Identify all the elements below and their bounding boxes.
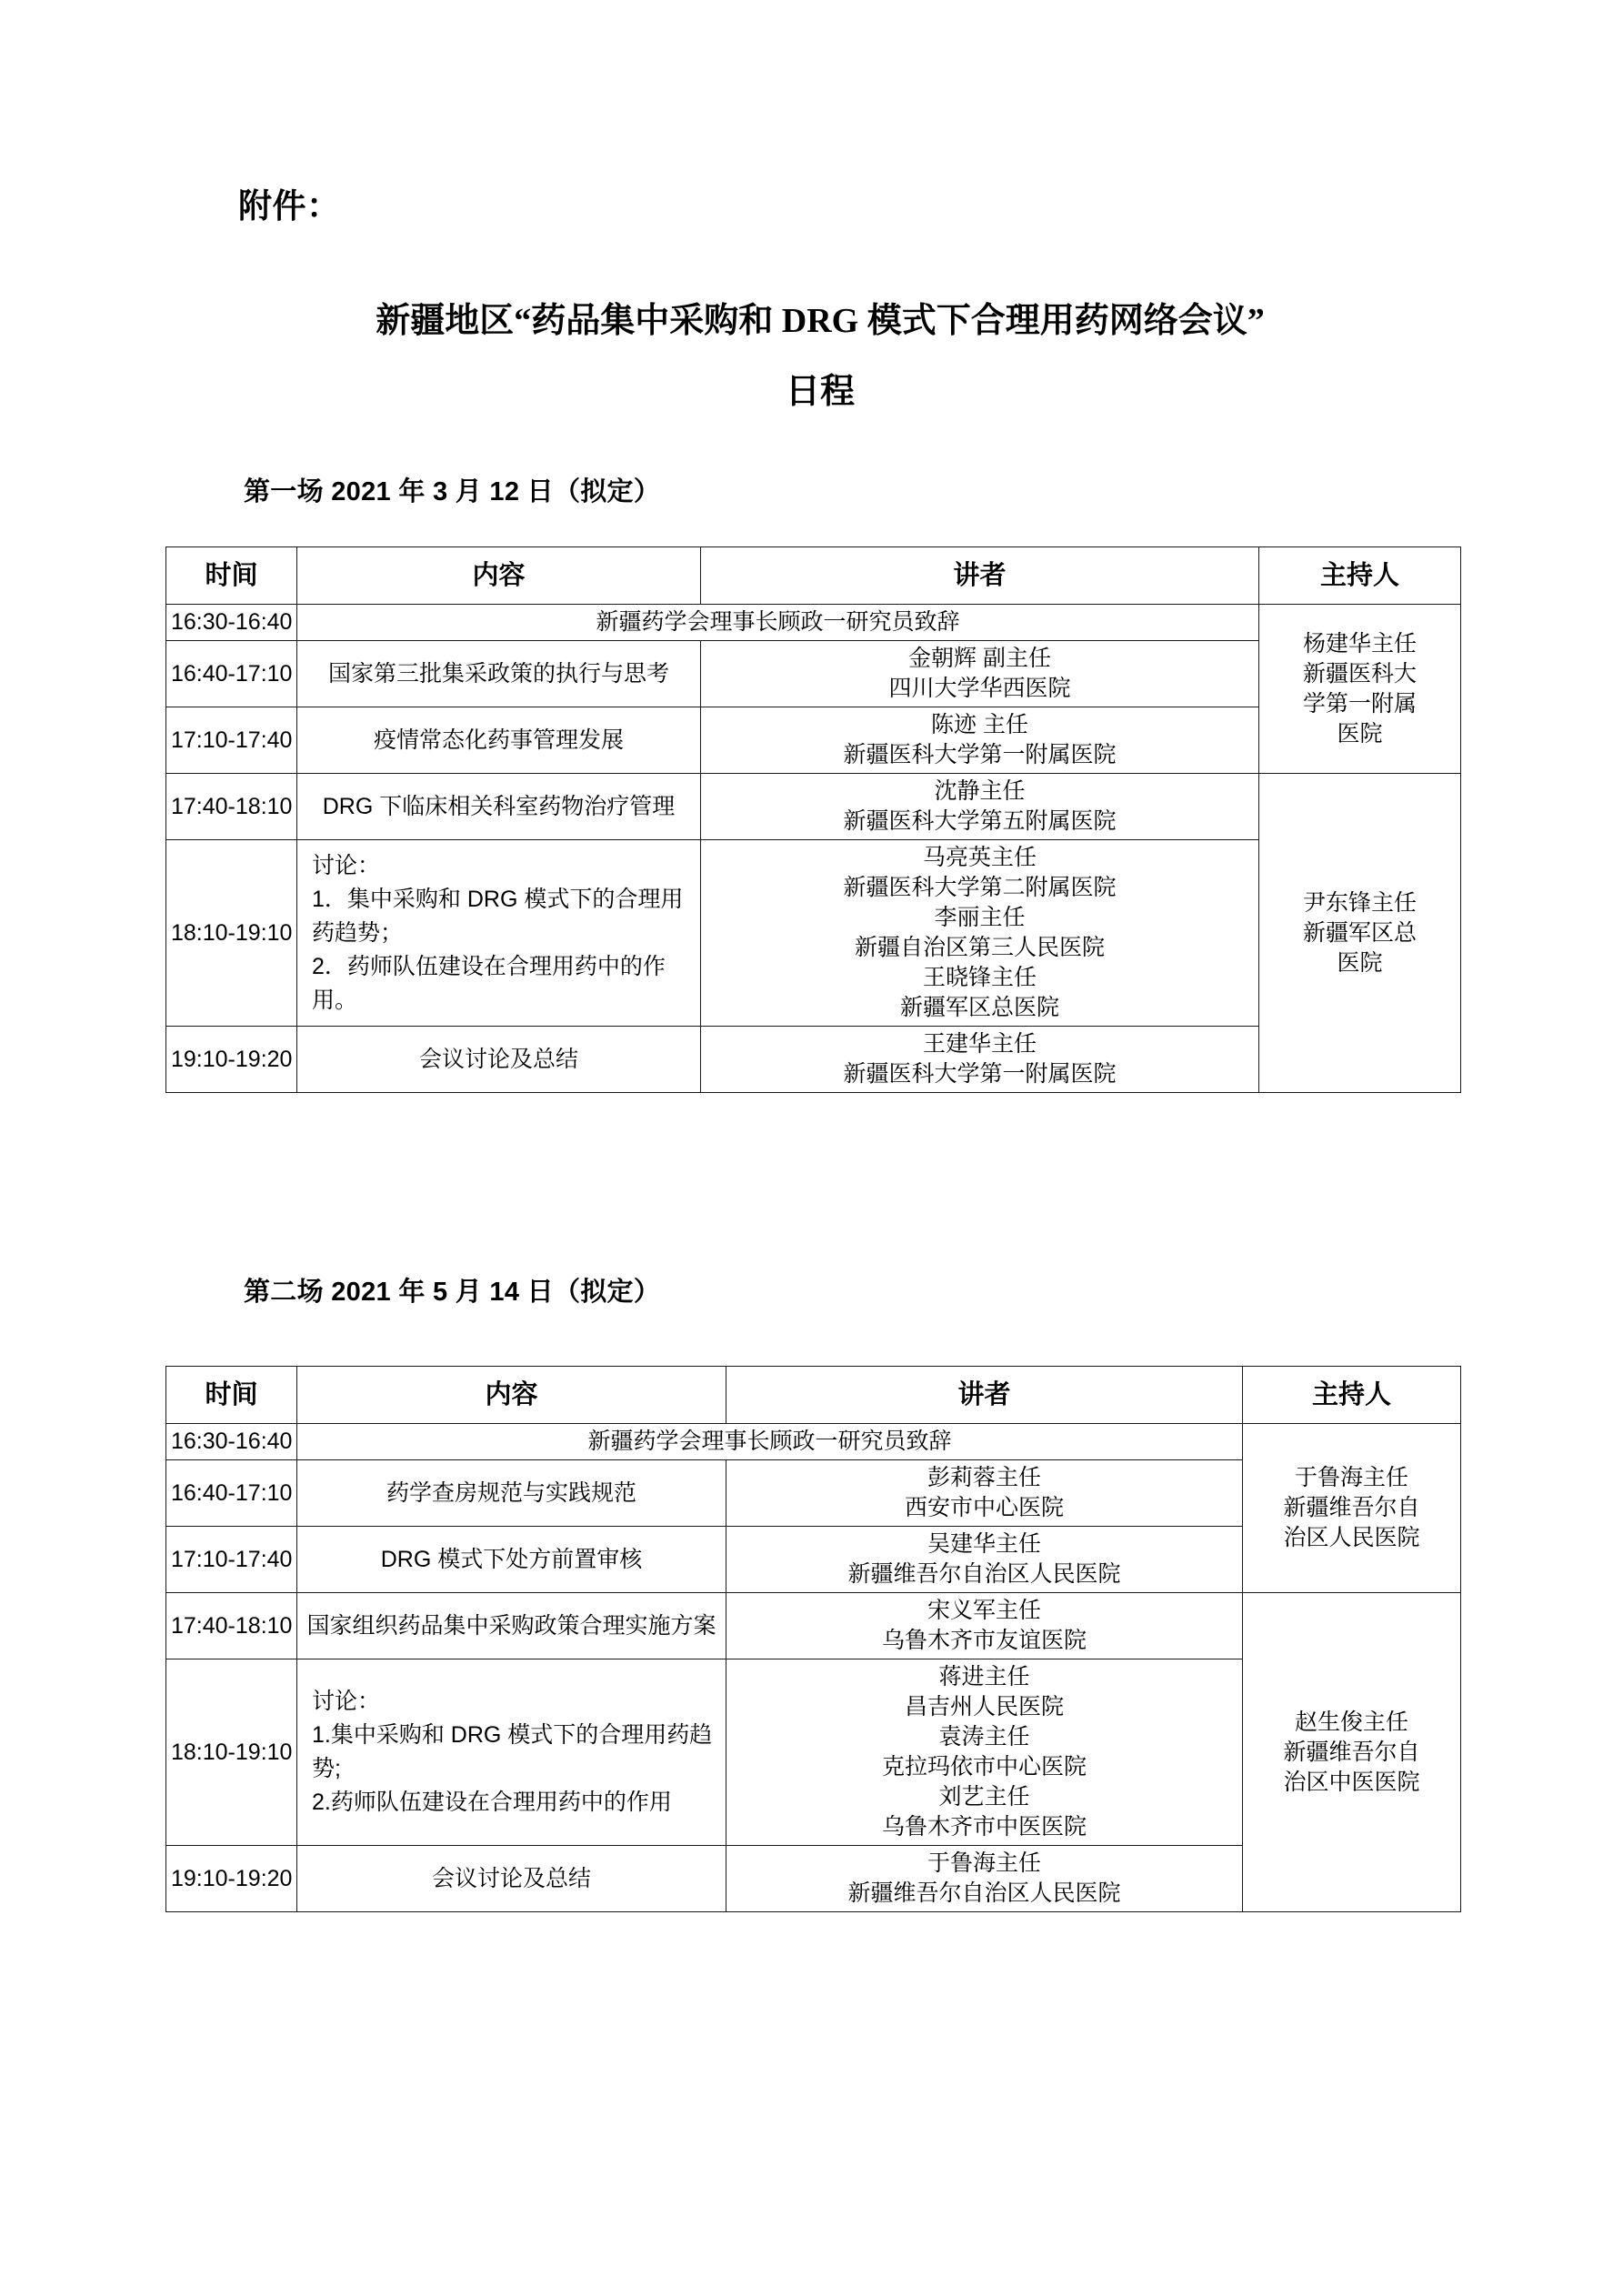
text-line: 新疆医科大 bbox=[1302, 660, 1417, 687]
text-line: 王建华主任 bbox=[922, 1031, 1037, 1057]
cell-content bbox=[297, 641, 701, 707]
page-title bbox=[165, 296, 1475, 417]
cell-time: 17:10-17:40 bbox=[166, 707, 297, 774]
text-line: 新疆维吾尔自治区人民医院 bbox=[847, 1561, 1121, 1587]
page-title-line1: 新疆地区“药品集中采购和 DRG 模式下合理用药网络会议” bbox=[376, 302, 1265, 340]
cell-chair bbox=[1243, 1424, 1461, 1593]
text-line: 袁涛主任 bbox=[938, 1724, 1030, 1750]
text-line: 会议讨论及总结 bbox=[418, 1046, 578, 1072]
cell-speaker bbox=[726, 1527, 1243, 1593]
cell-chair bbox=[1259, 774, 1461, 1093]
text-line: 昌吉州人民医院 bbox=[904, 1694, 1064, 1719]
cell-content bbox=[297, 707, 701, 774]
column-header-2: 讲者 bbox=[726, 1367, 1243, 1424]
text-line: 新疆药学会理事长顾政一研究员致辞 bbox=[587, 1429, 952, 1454]
text-line: 杨建华主任 bbox=[1302, 630, 1417, 657]
cell-time: 16:40-17:10 bbox=[166, 641, 297, 707]
cell-time: 18:10-19:10 bbox=[166, 1659, 297, 1846]
text-line: 新疆自治区第三人民医院 bbox=[854, 935, 1105, 960]
text-line: 治区中医医院 bbox=[1283, 1769, 1420, 1795]
column-header-3: 主持人 bbox=[1259, 547, 1461, 605]
text-line: 疫情常态化药事管理发展 bbox=[373, 727, 624, 753]
text-line: 1.集中采购和 DRG 模式下的合理用药趋势; bbox=[312, 1722, 713, 1781]
session-2-heading: 第二场 2021 年 5 月 14 日（拟定） bbox=[244, 1278, 661, 1307]
cell-content bbox=[297, 605, 1259, 641]
text-line: 治区人民医院 bbox=[1283, 1525, 1420, 1550]
table-row bbox=[166, 1593, 1461, 1659]
text-line: 于鲁海主任 bbox=[927, 1850, 1041, 1876]
cell-content bbox=[297, 1659, 726, 1846]
cell-speaker bbox=[726, 1460, 1243, 1527]
text-line: 克拉玛依市中心医院 bbox=[881, 1754, 1087, 1780]
text-line: 1．集中采购和 DRG 模式下的合理用药趋势； bbox=[312, 886, 684, 946]
cell-time: 16:30-16:40 bbox=[166, 605, 297, 641]
cell-time: 19:10-19:20 bbox=[166, 1027, 297, 1093]
text-line: DRG 下临床相关科室药物治疗管理 bbox=[322, 793, 676, 819]
session-1-heading: 第一场 2021 年 3 月 12 日（拟定） bbox=[244, 477, 661, 506]
text-line: 沈静主任 bbox=[934, 778, 1026, 804]
text-line: 新疆维吾尔自 bbox=[1283, 1495, 1420, 1520]
cell-speaker bbox=[701, 1027, 1259, 1093]
text-line: 赵生俊主任 bbox=[1294, 1709, 1408, 1735]
cell-content bbox=[297, 1460, 726, 1527]
cell-time: 18:10-19:10 bbox=[166, 840, 297, 1027]
text-line: 新疆医科大学第二附属医院 bbox=[843, 875, 1117, 900]
text-line: 新疆军区总医院 bbox=[899, 995, 1059, 1020]
cell-speaker bbox=[701, 840, 1259, 1027]
cell-time: 16:30-16:40 bbox=[166, 1424, 297, 1460]
text-line: 新疆药学会理事长顾政一研究员致辞 bbox=[596, 609, 960, 635]
text-line: 四川大学华西医院 bbox=[888, 676, 1071, 701]
text-line: 王晓锋主任 bbox=[922, 965, 1037, 990]
table-row bbox=[166, 774, 1461, 840]
text-line: 宋义军主任 bbox=[927, 1598, 1041, 1623]
text-line: 蒋进主任 bbox=[938, 1664, 1030, 1689]
text-line: 新疆医科大学第一附属医院 bbox=[843, 742, 1117, 767]
cell-content bbox=[297, 1027, 701, 1093]
text-line: 刘艺主任 bbox=[938, 1784, 1030, 1810]
column-header-1: 内容 bbox=[297, 547, 701, 605]
text-line: 新疆医科大学第一附属医院 bbox=[843, 1061, 1117, 1087]
cell-speaker bbox=[726, 1846, 1243, 1912]
cell-speaker bbox=[701, 641, 1259, 707]
cell-time: 17:40-18:10 bbox=[166, 774, 297, 840]
page-title-line2: 日程 bbox=[785, 373, 855, 411]
cell-content bbox=[297, 840, 701, 1027]
text-line: 李丽主任 bbox=[934, 905, 1026, 930]
cell-content bbox=[297, 774, 701, 840]
table-header-row bbox=[166, 1367, 1461, 1424]
table-row bbox=[166, 1424, 1461, 1460]
table-header-row bbox=[166, 547, 1461, 605]
cell-speaker bbox=[701, 774, 1259, 840]
text-line: 于鲁海主任 bbox=[1294, 1465, 1408, 1490]
text-line: 乌鲁木齐市中医医院 bbox=[881, 1814, 1087, 1840]
cell-time: 17:40-18:10 bbox=[166, 1593, 297, 1659]
column-header-2: 讲者 bbox=[701, 547, 1259, 605]
cell-chair bbox=[1259, 605, 1461, 774]
table-row bbox=[166, 605, 1461, 641]
text-line: 新疆维吾尔自 bbox=[1283, 1739, 1420, 1765]
cell-content bbox=[297, 1846, 726, 1912]
cell-time: 16:40-17:10 bbox=[166, 1460, 297, 1527]
text-line: 金朝辉 副主任 bbox=[908, 646, 1051, 671]
text-line: 2.药师队伍建设在合理用药中的作用 bbox=[312, 1790, 672, 1815]
text-line: 陈迹 主任 bbox=[931, 712, 1028, 737]
text-line: 马亮英主任 bbox=[922, 845, 1037, 870]
column-header-3: 主持人 bbox=[1243, 1367, 1461, 1424]
session-1-table-body bbox=[166, 547, 1461, 1093]
cell-content bbox=[297, 1527, 726, 1593]
cell-time: 17:10-17:40 bbox=[166, 1527, 297, 1593]
text-line: 学第一附属 bbox=[1302, 690, 1417, 717]
cell-time: 19:10-19:20 bbox=[166, 1846, 297, 1912]
text-line: DRG 模式下处方前置审核 bbox=[380, 1546, 643, 1572]
cell-speaker bbox=[726, 1659, 1243, 1846]
column-header-0: 时间 bbox=[166, 547, 297, 605]
cell-speaker bbox=[701, 707, 1259, 774]
text-line: 2．药师队伍建设在合理用药中的作用。 bbox=[312, 953, 666, 1013]
text-line: 国家组织药品集中采购政策合理实施方案 bbox=[306, 1612, 716, 1639]
text-line: 新疆军区总 bbox=[1302, 919, 1417, 946]
text-line: 尹东锋主任 bbox=[1302, 889, 1417, 916]
text-line: 西安市中心医院 bbox=[904, 1495, 1064, 1520]
text-line: 讨论： bbox=[312, 1689, 381, 1714]
session-2-agenda-table bbox=[165, 1366, 1461, 1912]
text-line: 讨论： bbox=[312, 852, 381, 878]
text-line: 新疆医科大学第五附属医院 bbox=[843, 808, 1117, 834]
cell-chair bbox=[1243, 1593, 1461, 1912]
text-line: 乌鲁木齐市友谊医院 bbox=[881, 1628, 1087, 1653]
text-line: 会议讨论及总结 bbox=[431, 1865, 591, 1891]
text-line: 医院 bbox=[1337, 720, 1383, 747]
text-line: 吴建华主任 bbox=[927, 1531, 1041, 1557]
column-header-1: 内容 bbox=[297, 1367, 726, 1424]
column-header-0: 时间 bbox=[166, 1367, 297, 1424]
session-1-agenda-table bbox=[165, 546, 1461, 1093]
attachment-label: 附件： bbox=[238, 188, 341, 226]
text-line: 彭莉蓉主任 bbox=[927, 1465, 1041, 1490]
text-line: 药学查房规范与实践规范 bbox=[386, 1479, 636, 1506]
text-line: 医院 bbox=[1337, 949, 1383, 976]
cell-content bbox=[297, 1424, 1243, 1460]
cell-speaker bbox=[726, 1593, 1243, 1659]
cell-content bbox=[297, 1593, 726, 1659]
text-line: 新疆维吾尔自治区人民医院 bbox=[847, 1880, 1121, 1906]
session-2-table-body bbox=[166, 1367, 1461, 1912]
text-line: 国家第三批集采政策的执行与思考 bbox=[327, 660, 669, 687]
